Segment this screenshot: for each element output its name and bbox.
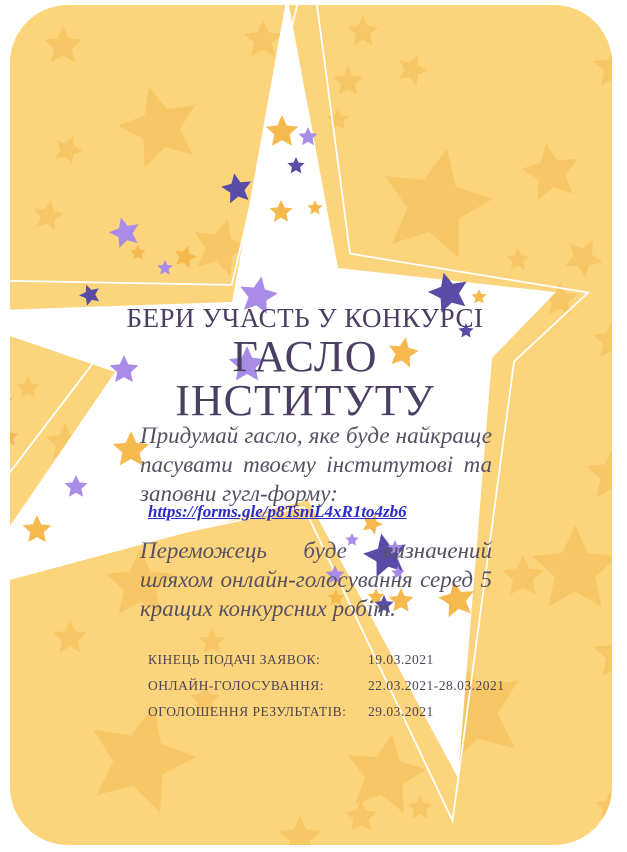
body-line-2: шляхом онлайн-голосування серед 5	[140, 567, 492, 592]
schedule-row	[148, 704, 505, 720]
body-line-3: кращих конкурсних робіт.	[140, 596, 396, 621]
intro-line-2: пасувати твоєму інститутові та	[140, 452, 492, 477]
google-form-link[interactable]: https://forms.gle/p8TsniL4xR1to4zb6	[148, 502, 407, 521]
intro-line-1: Придумай гасло, яке буде найкраще	[140, 423, 492, 448]
schedule-label-voting: ОНЛАЙН-ГОЛОСУВАННЯ:	[148, 678, 325, 693]
schedule-value-results: 29.03.2021	[368, 704, 434, 719]
contest-title-word-1: ГАСЛО	[232, 332, 378, 381]
schedule-value-deadline: 19.03.2021	[368, 652, 434, 667]
body-paragraph	[140, 536, 492, 623]
contest-title-word-2: ІНСТИТУТУ	[175, 376, 435, 425]
schedule-row	[148, 652, 505, 668]
schedule-label-results: ОГОЛОШЕННЯ РЕЗУЛЬТАТІВ:	[148, 704, 347, 719]
schedule-value-voting: 22.03.2021-28.03.2021	[368, 678, 505, 693]
body-line-1: Переможець буде визначений	[140, 538, 492, 563]
schedule-row	[148, 678, 505, 694]
schedule-label-deadline: КІНЕЦЬ ПОДАЧІ ЗАЯВОК:	[148, 652, 321, 667]
intro-paragraph	[140, 421, 492, 508]
contest-call-line: БЕРИ УЧАСТЬ У КОНКУРСІ	[126, 303, 484, 333]
intro-line-3: заповни гугл-форму:	[140, 481, 338, 506]
schedule-block	[148, 652, 505, 730]
